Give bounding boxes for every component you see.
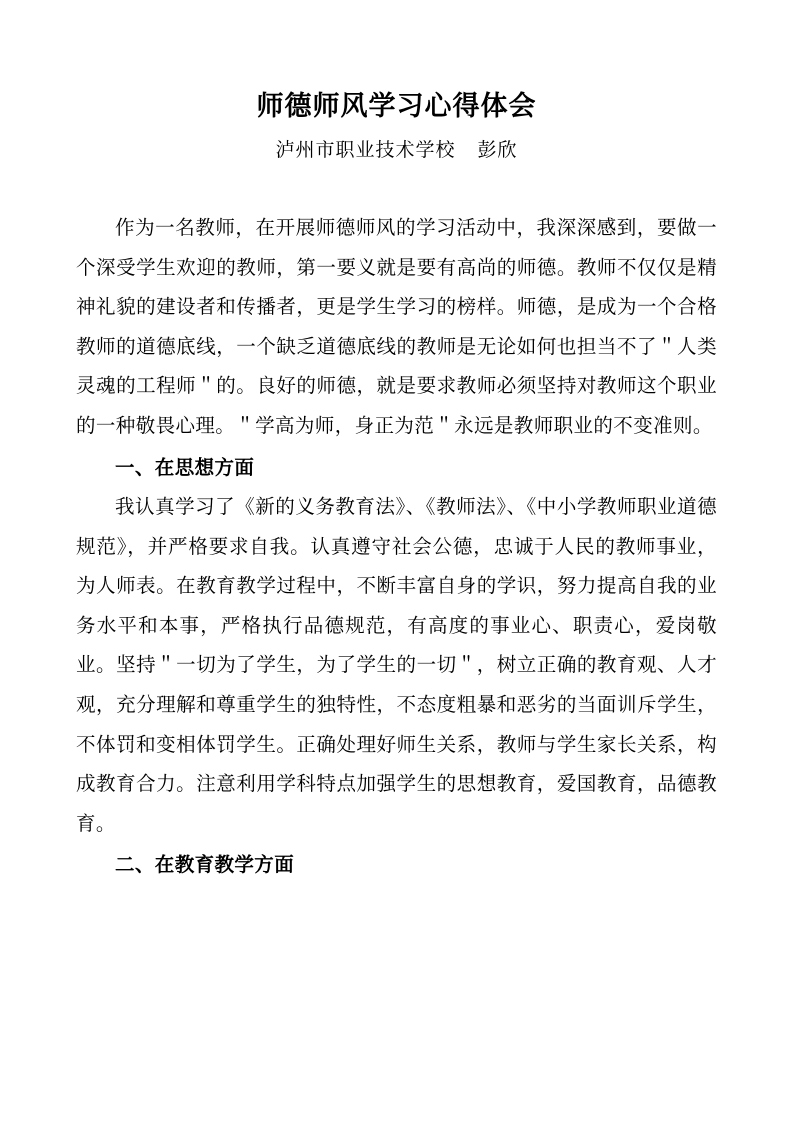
page-title: 师德师风学习心得体会: [256, 91, 537, 121]
intro-paragraph: 作为一名教师，在开展师德师风的学习活动中，我深深感到，要做一个深受学生欢迎的教师，第一要义就是要有高尚的师德。教师不仅仅是精神礼貌的建设者和传播者，更是学生学习的榜样。师德，是成为一个合格教师的道德底线，一个缺乏道德底线的教师是无论如何也担当不了＂人类灵魂的工程师＂的。良好的师德，就是要求教师必须坚持对教师这个职业的一种敬畏心理。＂学高为师，身正为范＂永远是教师职业的不变准则。: [76, 218, 717, 437]
byline: [76, 138, 717, 165]
section-heading-two: 二、在教育教学方面: [115, 854, 295, 877]
byline-organization: 泸州市职业技术学校: [275, 140, 456, 162]
section-one-paragraph: 我认真学习了《新的义务教育法》、《教师法》、《中小学教师职业道德规范》，并严格要求自我。认真遵守社会公德，忠诚于人民的教师事业，为人师表。在教育教学过程中，不断丰富自身的学识，努力提高自我的业务水平和本事，严格执行品德规范，有高度的事业心、职责心，爱岗敬业。坚持＂一切为了学生，为了学生的一切＂，树立正确的教育观、人才观，充分理解和尊重学生的独特性，不态度粗暴和恶劣的当面训斥学生，不体罚和变相体罚学生。正确处理好师生关系，教师与学生家长关系，构成教育合力。注意利用学科特点加强学生的思想教育，爱国教育，品德教育。: [76, 497, 717, 835]
byline-author: 彭欣: [477, 140, 518, 162]
section-heading-one: 一、在思想方面: [115, 456, 255, 479]
